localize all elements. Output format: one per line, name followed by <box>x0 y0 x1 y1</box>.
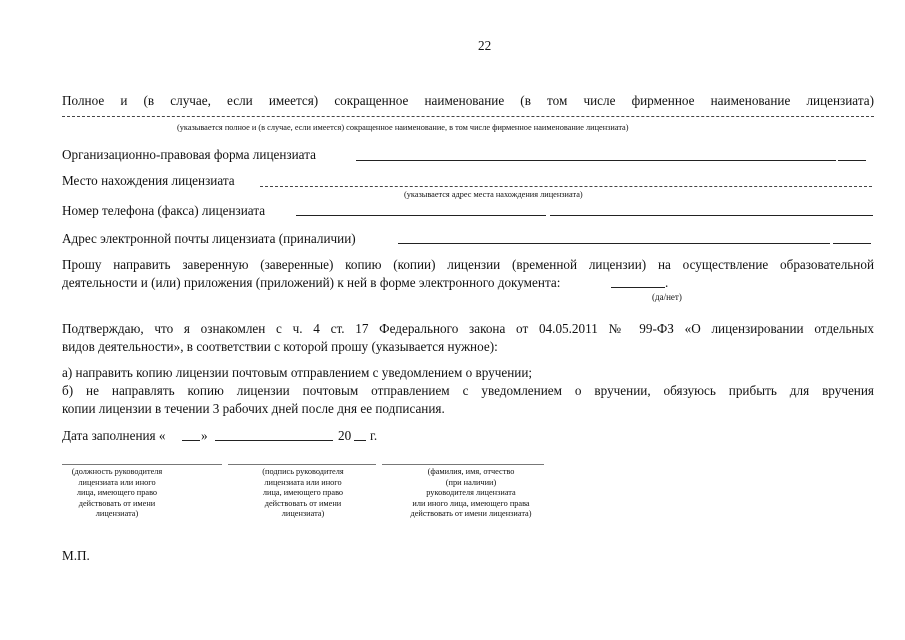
request-text-line2-prefix: деятельности и (или) приложения (приложений) к ней в форме электронного документа: <box>62 275 561 290</box>
location-hint: (указывается адрес места нахождения лицензиата) <box>404 190 583 199</box>
request-period: . <box>665 275 669 290</box>
date-close-quote: » <box>201 428 208 443</box>
position-caption: (должность руководителя лицензиата или иного лица, имеющего право действовать от имени лицензиата) <box>71 467 163 519</box>
email-label: Адрес электронной почты лицензиата (приналичии) <box>62 231 356 246</box>
fax-field[interactable] <box>550 215 873 216</box>
confirmation-line2: видов деятельности», в соответствии с которой прошу (указывается нужное): <box>62 339 498 354</box>
date-year-suffix: г. <box>370 428 378 443</box>
page-number: 22 <box>478 38 492 53</box>
date-year-prefix: 20 <box>338 428 352 443</box>
option-b-line2: копии лицензии в течении 3 рабочих дней после дня ее подписания. <box>62 401 445 416</box>
date-year-field[interactable] <box>354 440 366 441</box>
fullname-caption: (фамилия, имя, отчество (при наличии) руководителя лицензиата или иного лица, имеющего права действовать от имени лицензиата) <box>410 467 532 519</box>
confirmation-line1: Подтверждаю, что я ознакомлен с ч. 4 ст. 17 Федерального закона от 04.05.2011 № 99-ФЗ «О лицензировании отдельных <box>62 321 874 336</box>
stamp-label: М.П. <box>62 548 90 563</box>
request-text-line1: Прошу направить заверенную (заверенные) копию (копии) лицензии (временной лицензии) на осуществление образовательной <box>62 257 874 272</box>
option-b-line1[interactable]: б) не направлять копию лицензии почтовым отправлением с уведомлением о вручении, обязуюсь прибыть для вручения <box>62 383 874 398</box>
location-label: Место нахождения лицензиата <box>62 173 235 188</box>
full-name-hint: (указывается полное и (в случае, если имеется) сокращенное наименование, в том числе фирменное наименование лицензиата) <box>177 123 629 132</box>
option-a[interactable]: а) направить копию лицензии почтовым отправлением с уведомлением о вручении; <box>62 365 533 380</box>
email-field-tail <box>833 243 871 244</box>
signature-caption: (подпись руководителя лицензиата или иного лица, имеющего право действовать от имени лицензиата) <box>262 467 344 519</box>
date-day-field[interactable] <box>182 440 200 441</box>
yes-no-hint: (да/нет) <box>652 292 682 302</box>
legal-form-field-tail <box>838 160 866 161</box>
full-name-label: Полное и (в случае, если имеется) сокращенное наименование (в том числе фирменное наименование лицензиата) <box>62 93 874 108</box>
email-field[interactable] <box>398 243 830 244</box>
position-signature-line[interactable] <box>62 464 222 465</box>
request-text-line2 <box>62 275 560 291</box>
phone-field[interactable] <box>296 215 546 216</box>
legal-form-field[interactable] <box>356 160 836 161</box>
full-name-field[interactable] <box>62 116 874 117</box>
legal-form-label: Организационно-правовая форма лицензиата <box>62 147 316 162</box>
phone-label: Номер телефона (факса) лицензиата <box>62 203 266 218</box>
signature-line[interactable] <box>228 464 376 465</box>
yes-no-field[interactable] <box>611 287 665 288</box>
date-label: Дата заполнения « <box>62 428 166 443</box>
fullname-signature-line[interactable] <box>382 464 544 465</box>
location-field[interactable] <box>260 186 872 187</box>
date-month-field[interactable] <box>215 440 333 441</box>
